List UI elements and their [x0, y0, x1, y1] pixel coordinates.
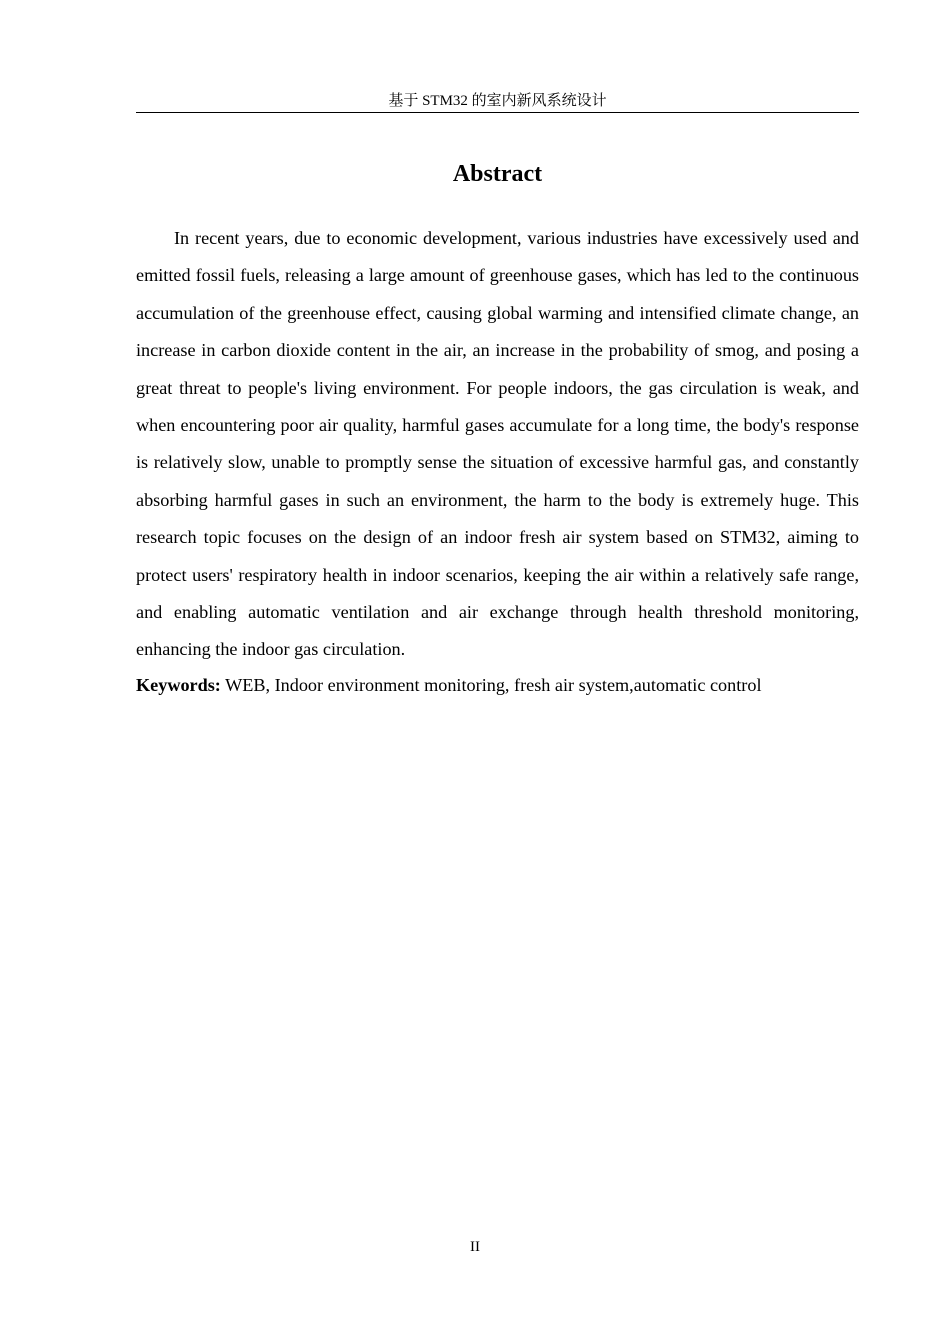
page-number: II [470, 1239, 480, 1255]
keywords-line [136, 670, 859, 700]
abstract-body: In recent years, due to economic development, various industries have excessively used and emitted fossil fuels, releasing a large amount of greenhouse gases, which has led to the continuous accumulation of the greenhouse effect, causing global warming and intensified climate change, an increase in carbon dioxide content in the air, an increase in the probability of smog, and posing a great threat to people's living environment. For people indoors, the gas circulation is weak, and when encountering poor air quality, harmful gases accumulate for a long time, the body's response is relatively slow, unable to promptly sense the situation of excessive harmful gas, and constantly absorbing harmful gases in such an environment, the harm to the body is extremely huge. This research topic focuses on the design of an indoor fresh air system based on STM32, aiming to protect users' respiratory health in indoor scenarios, keeping the air within a relatively safe range, and enabling automatic ventilation and air exchange through health threshold monitoring, enhancing the indoor gas circulation. [136, 228, 859, 660]
running-header: 基于 STM32 的室内新风系统设计 [136, 90, 859, 113]
keywords-text: WEB, Indoor environment monitoring, fresh air system,automatic control [220, 675, 762, 695]
keywords-label: Keywords: [136, 675, 221, 695]
abstract-title: Abstract [452, 161, 543, 187]
